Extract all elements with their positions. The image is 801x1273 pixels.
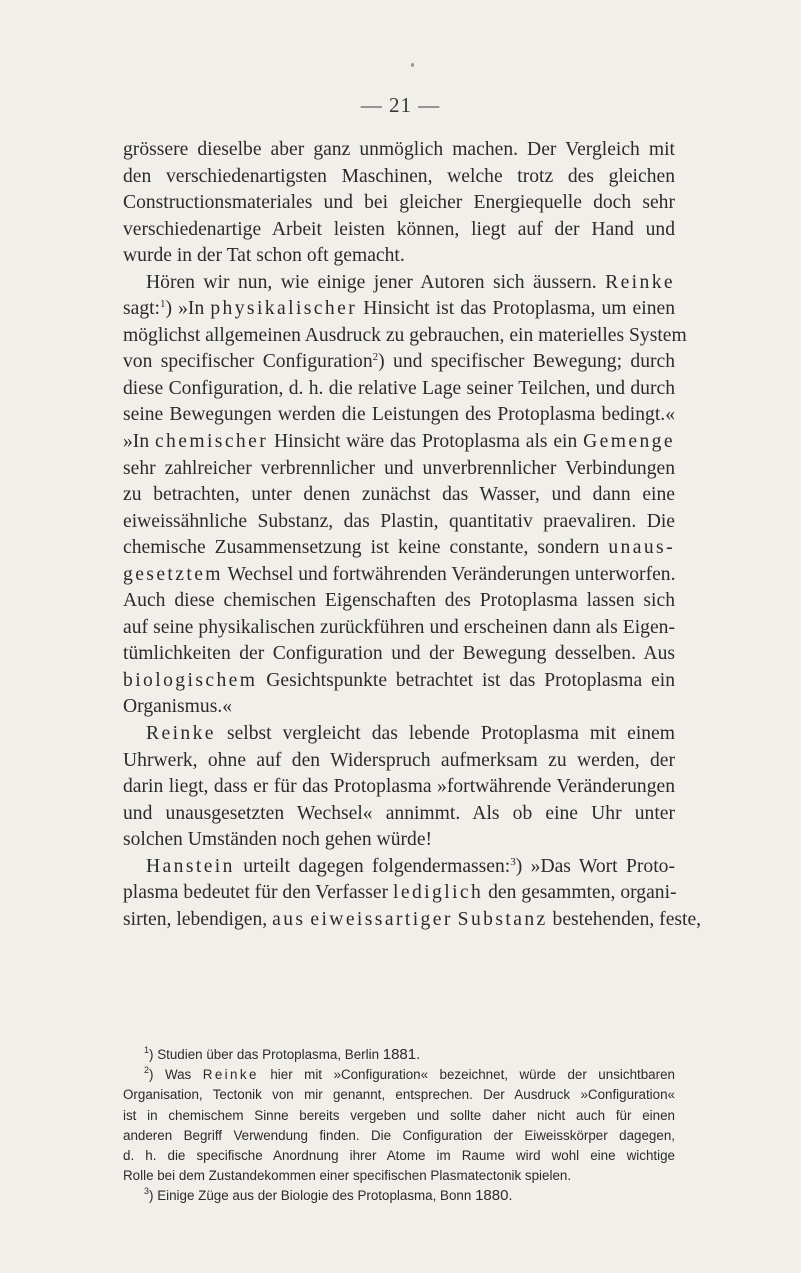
text-fragment: sagt: (123, 298, 161, 320)
text-fragment: hier mit »Configuration« bezeichnet, würde der unsichtbaren (270, 1067, 675, 1083)
text-line (123, 349, 675, 376)
text-fragment: ) und specifischer Bewegung; durch (378, 351, 676, 373)
text-line (123, 535, 675, 562)
emphasis: lediglich (393, 882, 484, 904)
text-fragment: Hören wir nun, wie einige jener Autoren sich äussern. (146, 271, 597, 293)
text-line: Organismus.« (123, 696, 233, 718)
footnote-ref: 2 (372, 351, 379, 364)
text-line (123, 562, 675, 589)
text-line: zu betrachten, unter denen zunächst das Wasser, und dann eine (123, 484, 675, 506)
text-fragment: urteilt dagegen folgendermassen: (243, 855, 511, 877)
text-line: eiweissähnliche Substanz, das Plastin, quantitativ praevaliren. Die (123, 510, 675, 532)
text-line: solchen Umständen noch gehen würde! (123, 829, 433, 851)
text-line: möglichst allgemeinen Ausdruck zu gebrauchen, ein materielles System (123, 324, 687, 346)
text-line: Constructionsmateriales und bei gleicher Energiequelle doch sehr (123, 192, 675, 214)
text-fragment: von specifischer Configuration (123, 351, 373, 373)
text-fragment: Hinsicht wäre das Protoplasma als ein (273, 431, 578, 453)
text-line: wurde in der Tat schon oft gemacht. (123, 245, 405, 267)
emphasis: gesetztem (123, 563, 223, 585)
emphasis: chemischer (154, 431, 269, 453)
text-fragment: chemische Zusammensetzung ist keine constante, sondern (123, 537, 600, 559)
text-fragment: »In (123, 431, 150, 453)
footnote-mark: 2 (144, 1065, 150, 1076)
emphasis: biologischem (123, 669, 258, 691)
emphasis: eiweissartiger (310, 908, 453, 930)
text-fragment: ) Einige Züge aus der Biologie des Protoplasma, Bonn (149, 1188, 472, 1204)
text-line (123, 880, 675, 907)
main-text (123, 137, 702, 933)
emphasis: Substanz (457, 908, 548, 930)
emphasis: Gemenge (583, 431, 675, 453)
footnote-mark: 1 (144, 1045, 150, 1055)
text-fragment: ) Studien über das Protoplasma, Berlin (149, 1047, 380, 1062)
author-name: Reinke (605, 271, 675, 293)
text-line (123, 854, 675, 881)
author-name: Reinke (202, 1067, 259, 1083)
footnote-line: ist in chemischem Sinne bereits vergeben und sollte daher nicht auch für einen (123, 1107, 675, 1123)
text-line: diese Configuration, d. h. die relative Lage seiner Teilchen, und durch (123, 377, 675, 399)
footnote-line: d. h. die specifische Anordnung ihrer Atome im Raume wird wohl eine wichtige (123, 1147, 675, 1163)
footnote-ref: 3 (510, 855, 516, 868)
text-fragment: ) »Das Wort Proto- (515, 855, 675, 877)
footnote-2 (123, 1065, 675, 1085)
emphasis: physikalischer (210, 298, 358, 320)
text-fragment: bestehenden, feste, (552, 908, 702, 930)
text-line: auf seine physikalischen zurückführen und erscheinen dann als Eigen- (123, 616, 675, 638)
text-fragment: ) »In (165, 298, 205, 320)
footnotes (123, 1045, 675, 1207)
footnote-line: anderen Begriff Verwendung finden. Die Configuration der Eiweisskörper dagegen, (123, 1127, 675, 1143)
author-name: Reinke (146, 723, 216, 745)
text-line (123, 721, 675, 748)
text-fragment: 1881. (382, 1046, 421, 1063)
text-line: grössere dieselbe aber ganz unmöglich machen. Der Vergleich mit (123, 139, 675, 160)
footnote-line: Organisation, Tectonik von mir genannt, entsprechen. Der Ausdruck »Configuration« (123, 1087, 675, 1103)
text-line (123, 429, 675, 456)
text-line: darin liegt, dass er für das Protoplasma »fortwährende Veränderungen (123, 776, 675, 798)
footnote-mark: 3 (144, 1186, 150, 1197)
text-line: Uhrwerk, ohne auf den Widerspruch aufmerksam zu werden, der (123, 749, 675, 771)
footnote-3 (123, 1186, 675, 1206)
text-fragment: 1880. (475, 1187, 513, 1205)
text-line (123, 668, 675, 695)
text-line (123, 296, 675, 323)
text-line: und unausgesetzten Wechsel« annimmt. Als ob eine Uhr unter (123, 802, 675, 824)
text-fragment: sirten, lebendigen, (123, 908, 268, 930)
text-line: tümlichkeiten der Configuration und der Bewegung desselben. Aus (123, 643, 675, 665)
text-line: seine Bewegungen werden die Leistungen des Protoplasma bedingt.« (123, 404, 675, 426)
page-number: — 21 — (360, 93, 441, 117)
ink-speck (411, 63, 414, 67)
text-line: den verschiedenartigsten Maschinen, welche trotz des gleichen (123, 165, 675, 187)
author-name: Hanstein (146, 855, 235, 877)
emphasis: aus (272, 908, 306, 930)
text-line (123, 907, 702, 934)
footnote-line: Rolle bei dem Zustandekommen einer specifischen Plasmatectonik spielen. (123, 1168, 572, 1184)
text-fragment: ) Was (149, 1067, 192, 1083)
emphasis: unaus- (608, 537, 675, 559)
text-line (123, 270, 675, 297)
text-fragment: Gesichtspunkte betrachtet ist das Protoplasma ein (266, 669, 675, 691)
text-line: verschiedenartige Arbeit leisten können, liegt auf der Hand und (123, 218, 675, 240)
text-fragment: selbst vergleicht das lebende Protoplasma mit einem (226, 723, 675, 745)
text-fragment: Hinsicht ist das Protoplasma, um einen (363, 298, 675, 320)
footnote-1 (123, 1045, 675, 1065)
text-fragment: plasma bedeutet für den Verfasser (123, 882, 389, 904)
text-fragment: Wechsel und fortwährenden Veränderungen unterworfen. (227, 563, 676, 585)
footnote-ref: 1 (160, 298, 166, 311)
text-line: Auch diese chemischen Eigenschaften des Protoplasma lassen sich (123, 590, 675, 612)
text-fragment: den gesammten, organi- (488, 882, 677, 904)
text-line: sehr zahlreicher verbrennlicher und unverbrennlicher Verbindungen (123, 457, 675, 479)
